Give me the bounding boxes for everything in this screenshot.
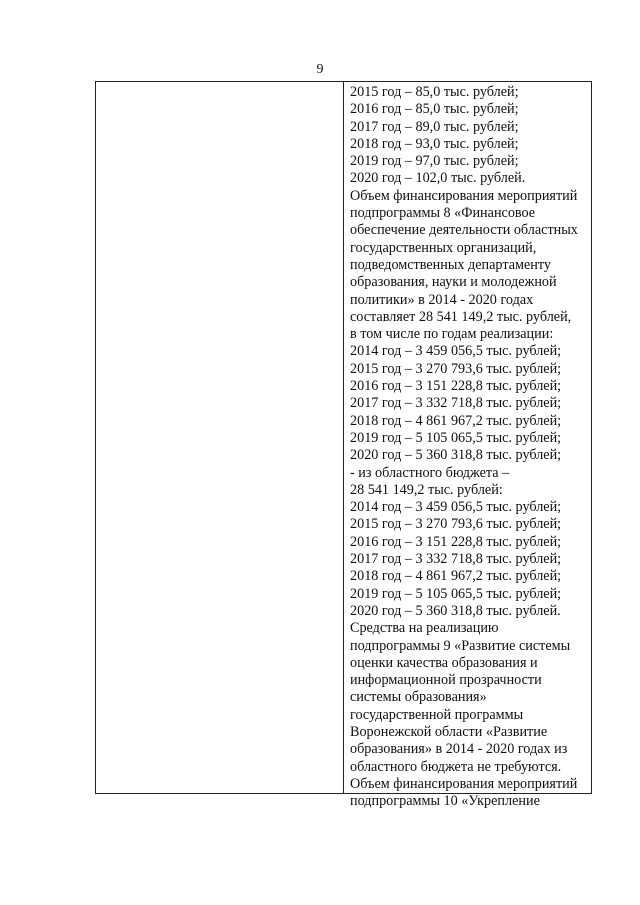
text-line: Воронежской области «Развитие (350, 723, 548, 740)
text-line: 28 541 149,2 тыс. рублей: (350, 481, 503, 498)
text-line: образования» в 2014 - 2020 годах из (350, 741, 568, 758)
text-line: 2018 год – 93,0 тыс. рублей; (350, 135, 519, 152)
text-line: государственных организаций, (350, 239, 537, 256)
text-line: 2015 год – 85,0 тыс. рублей; (350, 84, 519, 100)
text-line: 2020 год – 102,0 тыс. рублей. (350, 170, 526, 187)
text-line: 2020 год – 5 360 318,8 тыс. рублей; (350, 447, 562, 464)
text-line: 2018 год – 4 861 967,2 тыс. рублей; (350, 568, 562, 585)
text-line: 2016 год – 3 151 228,8 тыс. рублей; (350, 378, 562, 395)
text-line: подпрограммы 9 «Развитие системы (350, 637, 571, 654)
text-line: областного бюджета не требуются. (350, 758, 562, 775)
text-line: подпрограммы 10 «Укрепление (350, 793, 540, 810)
text-line: - из областного бюджета – (350, 464, 510, 481)
text-line: 2017 год – 3 332 718,8 тыс. рублей; (350, 551, 562, 568)
text-line: 2019 год – 5 105 065,5 тыс. рублей; (350, 585, 562, 602)
text-line: 2019 год – 5 105 065,5 тыс. рублей; (350, 429, 562, 446)
text-line: 2016 год – 3 151 228,8 тыс. рублей; (350, 533, 562, 550)
text-line: Средства на реализацию (350, 620, 499, 637)
text-line: Объем финансирования мероприятий (350, 775, 578, 792)
text-line: в том числе по годам реализации: (350, 326, 554, 343)
text-line: 2020 год – 5 360 318,8 тыс. рублей. (350, 602, 561, 619)
text-line: оценки качества образования и (350, 654, 538, 671)
document-table (95, 81, 592, 810)
text-line: подведомственных департаменту (350, 256, 551, 273)
text-line: образования, науки и молодежной (350, 274, 557, 291)
table-right-cell (350, 84, 590, 810)
text-line: 2018 год – 4 861 967,2 тыс. рублей; (350, 412, 562, 429)
text-line: 2016 год – 85,0 тыс. рублей; (350, 101, 519, 118)
text-line: подпрограммы 8 «Финансовое (350, 205, 536, 222)
column-divider (343, 82, 344, 793)
text-line: политики» в 2014 - 2020 годах (350, 291, 534, 308)
text-line: 2017 год – 3 332 718,8 тыс. рублей; (350, 395, 562, 412)
text-line: Объем финансирования мероприятий (350, 187, 578, 204)
text-line: 2014 год – 3 459 056,5 тыс. рублей; (350, 343, 562, 360)
text-line: государственной программы (350, 706, 524, 723)
text-line: 2015 год – 3 270 793,6 тыс. рублей; (350, 516, 562, 533)
text-line: обеспечение деятельности областных (350, 222, 578, 239)
text-line: системы образования» (350, 689, 487, 706)
text-line: 2015 год – 3 270 793,6 тыс. рублей; (350, 360, 562, 377)
table-left-cell (96, 82, 343, 793)
text-line: информационной прозрачности (350, 672, 542, 689)
text-line: 2017 год – 89,0 тыс. рублей; (350, 118, 519, 135)
text-line: составляет 28 541 149,2 тыс. рублей, (350, 308, 572, 325)
page-number: 9 (316, 62, 324, 77)
text-line: 2014 год – 3 459 056,5 тыс. рублей; (350, 499, 562, 516)
text-line: 2019 год – 97,0 тыс. рублей; (350, 153, 519, 170)
